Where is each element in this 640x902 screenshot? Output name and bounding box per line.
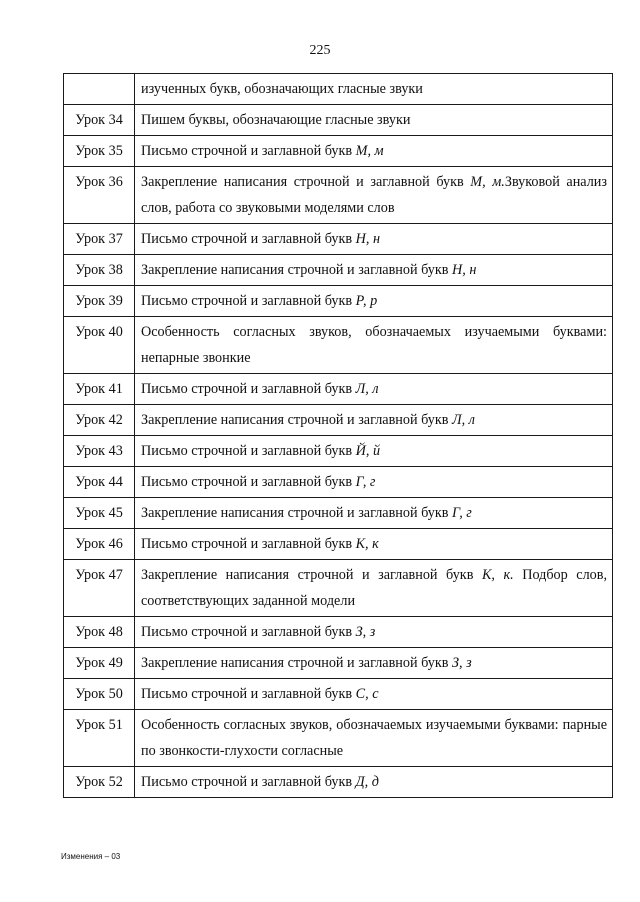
table-row [64,105,613,136]
table-row [64,560,613,617]
lesson-letters: К, к. [481,567,514,583]
lesson-topic-text: Письмо строчной и заглавной букв [141,474,356,490]
table-row [64,679,613,710]
lesson-topic-text: изученных букв, обозначающих гласные звуки [141,81,423,97]
lesson-letters: Г, г [452,505,472,521]
lesson-topic [135,617,613,648]
table-row [64,167,613,224]
lesson-topic [135,224,613,255]
lesson-topic-text: Особенность согласных звуков, обозначаемых изучаемыми буквами: парные по звонкости-глухости согласные [141,717,607,759]
lesson-topic [135,286,613,317]
lesson-letters: Д, д [355,774,379,790]
lesson-topic-extra: Подбор слов, соответствующих заданной модели [141,567,608,609]
lesson-topic-extra: Звуковой анализ слов, работа со звуковыми моделями слов [141,174,607,216]
table-row [64,405,613,436]
lesson-topic-text: Закрепление написания строчной и заглавной букв [141,262,453,278]
lesson-topic [135,317,613,374]
page-number: 225 [309,43,331,58]
table-row [64,136,613,167]
lesson-topic [135,105,613,136]
lesson-topic-text: Письмо строчной и заглавной букв [141,624,356,640]
lesson-topic [135,136,613,167]
table-row [64,286,613,317]
lesson-letters: З, з [355,624,376,640]
lesson-number: Урок 36 [64,167,135,224]
table-row [64,767,613,798]
lesson-letters: Г, г [355,474,376,490]
lesson-topic [135,679,613,710]
lesson-number: Урок 43 [64,436,135,467]
lesson-letters: М, м [355,143,384,159]
lessons-table-body [64,74,613,798]
lesson-number: Урок 49 [64,648,135,679]
table-row [64,317,613,374]
lesson-number: Урок 42 [64,405,135,436]
lesson-number: Урок 51 [64,710,135,767]
lesson-letters: К, к [355,536,379,552]
lesson-topic [135,767,613,798]
table-row [64,255,613,286]
lesson-number: Урок 34 [64,105,135,136]
lesson-topic [135,529,613,560]
lesson-topic-text: Письмо строчной и заглавной букв [141,443,356,459]
lesson-topic-text: Закрепление написания строчной и заглавной букв [141,412,453,428]
lesson-number: Урок 40 [64,317,135,374]
lesson-letters: Н, н [355,231,381,247]
lesson-topic [135,255,613,286]
lesson-number: Урок 37 [64,224,135,255]
table-row [64,436,613,467]
lesson-letters: Л, л [355,381,379,397]
lesson-topic-text: Письмо строчной и заглавной букв [141,774,356,790]
table-row [64,498,613,529]
lessons-table [63,73,613,798]
lesson-letters: Л, л [452,412,475,428]
lesson-letters: С, с [355,686,379,702]
lesson-topic-text: Особенность согласных звуков, обозначаемых изучаемыми буквами: непарные звонкие [141,324,607,366]
footer-revision: Изменения – 03 [61,852,121,861]
lesson-number [64,74,135,105]
lesson-number: Урок 35 [64,136,135,167]
lesson-topic-text: Закрепление написания строчной и заглавной букв [141,655,453,671]
table-row [64,648,613,679]
lesson-topic [135,167,613,224]
table-row [64,617,613,648]
lesson-number: Урок 38 [64,255,135,286]
table-row [64,374,613,405]
lesson-topic [135,710,613,767]
lesson-topic-text: Письмо строчной и заглавной букв [141,536,356,552]
lesson-letters: З, з [452,655,472,671]
lesson-topic-text: Письмо строчной и заглавной букв [141,231,356,247]
lesson-topic [135,436,613,467]
lesson-topic [135,405,613,436]
table-row [64,467,613,498]
lesson-topic-text: Письмо строчной и заглавной букв [141,381,356,397]
lesson-topic-text: Закрепление написания строчной и заглавной букв [141,567,482,583]
lesson-topic-text: Письмо строчной и заглавной букв [141,143,356,159]
lesson-topic [135,374,613,405]
table-row [64,74,613,105]
lesson-letters: Р, р [355,293,378,309]
lesson-topic [135,74,613,105]
lesson-number: Урок 50 [64,679,135,710]
lesson-topic-text: Письмо строчной и заглавной букв [141,293,356,309]
lesson-topic [135,648,613,679]
lesson-number: Урок 41 [64,374,135,405]
lesson-topic [135,560,613,617]
lesson-topic-text: Закрепление написания строчной и заглавной букв [141,505,453,521]
lesson-topic [135,467,613,498]
lesson-number: Урок 48 [64,617,135,648]
lesson-letters: Н, н [452,262,477,278]
lesson-letters: Й, й [355,443,381,459]
lesson-topic-text: Письмо строчной и заглавной букв [141,686,356,702]
lesson-topic-text: Закрепление написания строчной и заглавной букв [141,174,471,190]
lesson-number: Урок 44 [64,467,135,498]
lesson-number: Урок 45 [64,498,135,529]
lesson-topic [135,498,613,529]
lesson-number: Урок 47 [64,560,135,617]
table-row [64,710,613,767]
lesson-number: Урок 46 [64,529,135,560]
table-row [64,529,613,560]
lesson-number: Урок 52 [64,767,135,798]
lesson-letters: М, м. [470,174,505,190]
lesson-topic-text: Пишем буквы, обозначающие гласные звуки [141,112,411,128]
lesson-number: Урок 39 [64,286,135,317]
table-row [64,224,613,255]
